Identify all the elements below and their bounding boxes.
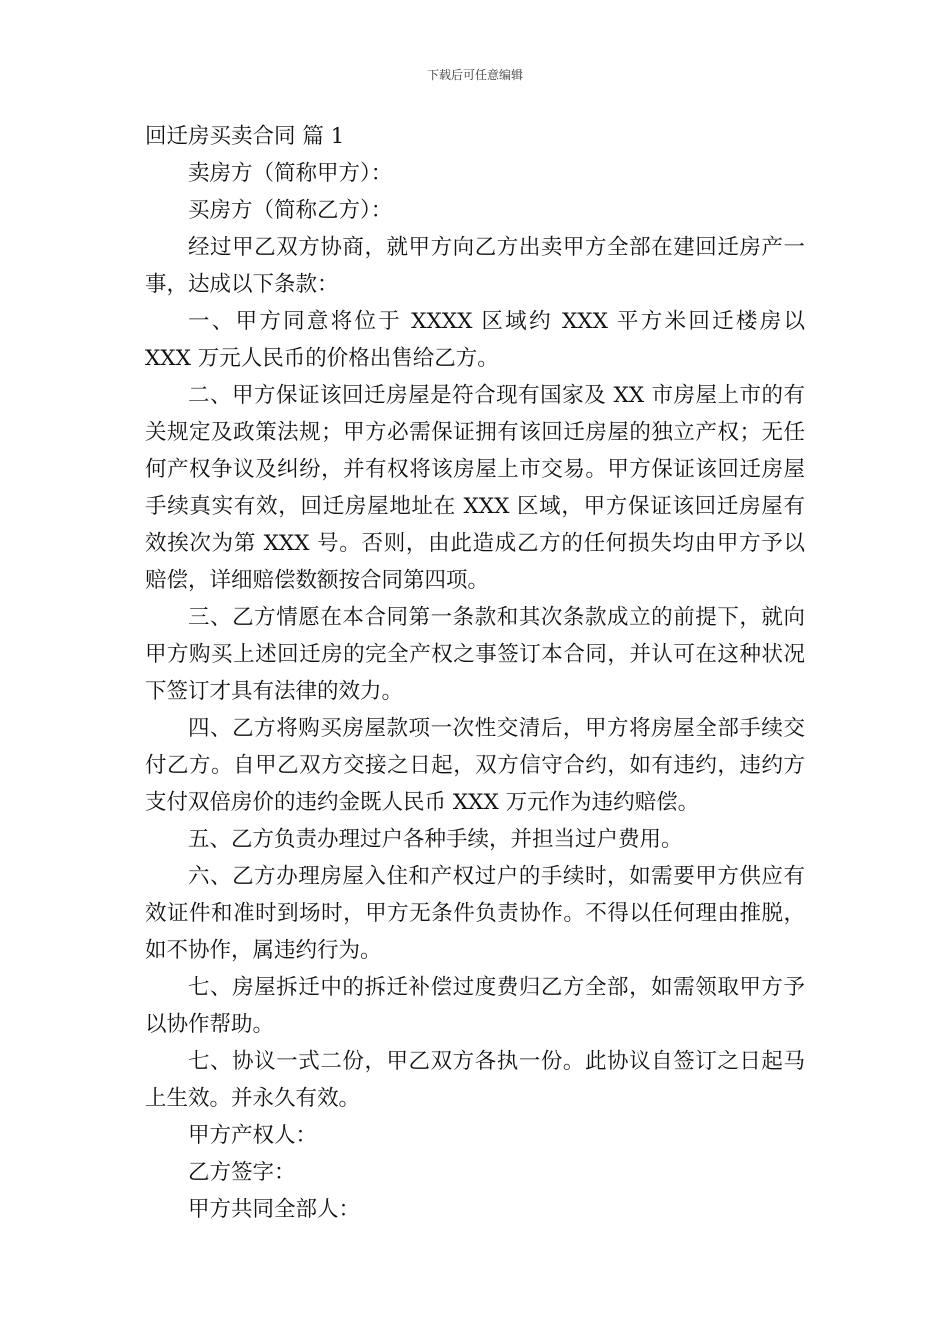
seller-label: 卖房方（简称甲方）： <box>188 161 393 186</box>
clause-6: 六、乙方办理房屋入住和产权过户的手续时，如需要甲方供应有效证件和准时到场时，甲方无条件负责协作。不得以任何理由推脱，如不协作，属违约行为。 <box>145 864 805 963</box>
signature-party-b: 乙方签字： <box>188 1160 296 1185</box>
signature-co-owner-a: 甲方共同全部人： <box>188 1197 361 1222</box>
header-note: 下载后可任意编辑 <box>426 68 523 82</box>
clause-5: 五、乙方负责办理过户各种手续，并担当过户费用。 <box>188 827 683 852</box>
intro-paragraph: 经过甲乙双方协商，就甲方向乙方出卖甲方全部在建回迁房产一事，达成以下条款： <box>145 235 805 297</box>
contract-body <box>145 118 805 1228</box>
clause-2: 二、甲方保证该回迁房屋是符合现有国家及 XX 市房屋上市的有关规定及政策法规；甲方必需保证拥有该回迁房屋的独立产权；无任何产权争议及纠纷，并有权将该房屋上市交易。甲方保证该回迁房屋手续真实有效，回迁房屋地址在 XXX 区域，甲方保证该回迁房屋有效挨次为第 XXX 号。否则，由此造成乙方的任何损失均由甲方予以赔偿，详细赔偿数额按合同第四项。 <box>145 383 805 593</box>
clause-4: 四、乙方将购买房屋款项一次性交清后，甲方将房屋全部手续交付乙方。自甲乙双方交接之日起，双方信守合约，如有违约，违约方支付双倍房价的违约金既人民币 XXX 万元作为违约赔偿。 <box>145 716 805 815</box>
signature-owner-a: 甲方产权人： <box>188 1123 318 1148</box>
document-title: 回迁房买卖合同 篇 1 <box>145 124 345 149</box>
clause-1: 一、甲方同意将位于 XXXX 区域约 XXX 平方米回迁楼房以 XXX 万元人民币的价格出售给乙方。 <box>145 309 805 371</box>
clause-3: 三、乙方情愿在本合同第一条款和其次条款成立的前提下，就向甲方购买上述回迁房的完全产权之事签订本合同，并认可在这种状况下签订才具有法律的效力。 <box>145 605 805 704</box>
clause-7: 七、房屋拆迁中的拆迁补偿过度费归乙方全部，如需领取甲方予以协作帮助。 <box>145 975 805 1037</box>
buyer-label: 买房方（简称乙方）： <box>188 198 393 223</box>
clause-8: 七、协议一式二份，甲乙双方各执一份。此协议自签订之日起马上生效。并永久有效。 <box>145 1049 805 1111</box>
